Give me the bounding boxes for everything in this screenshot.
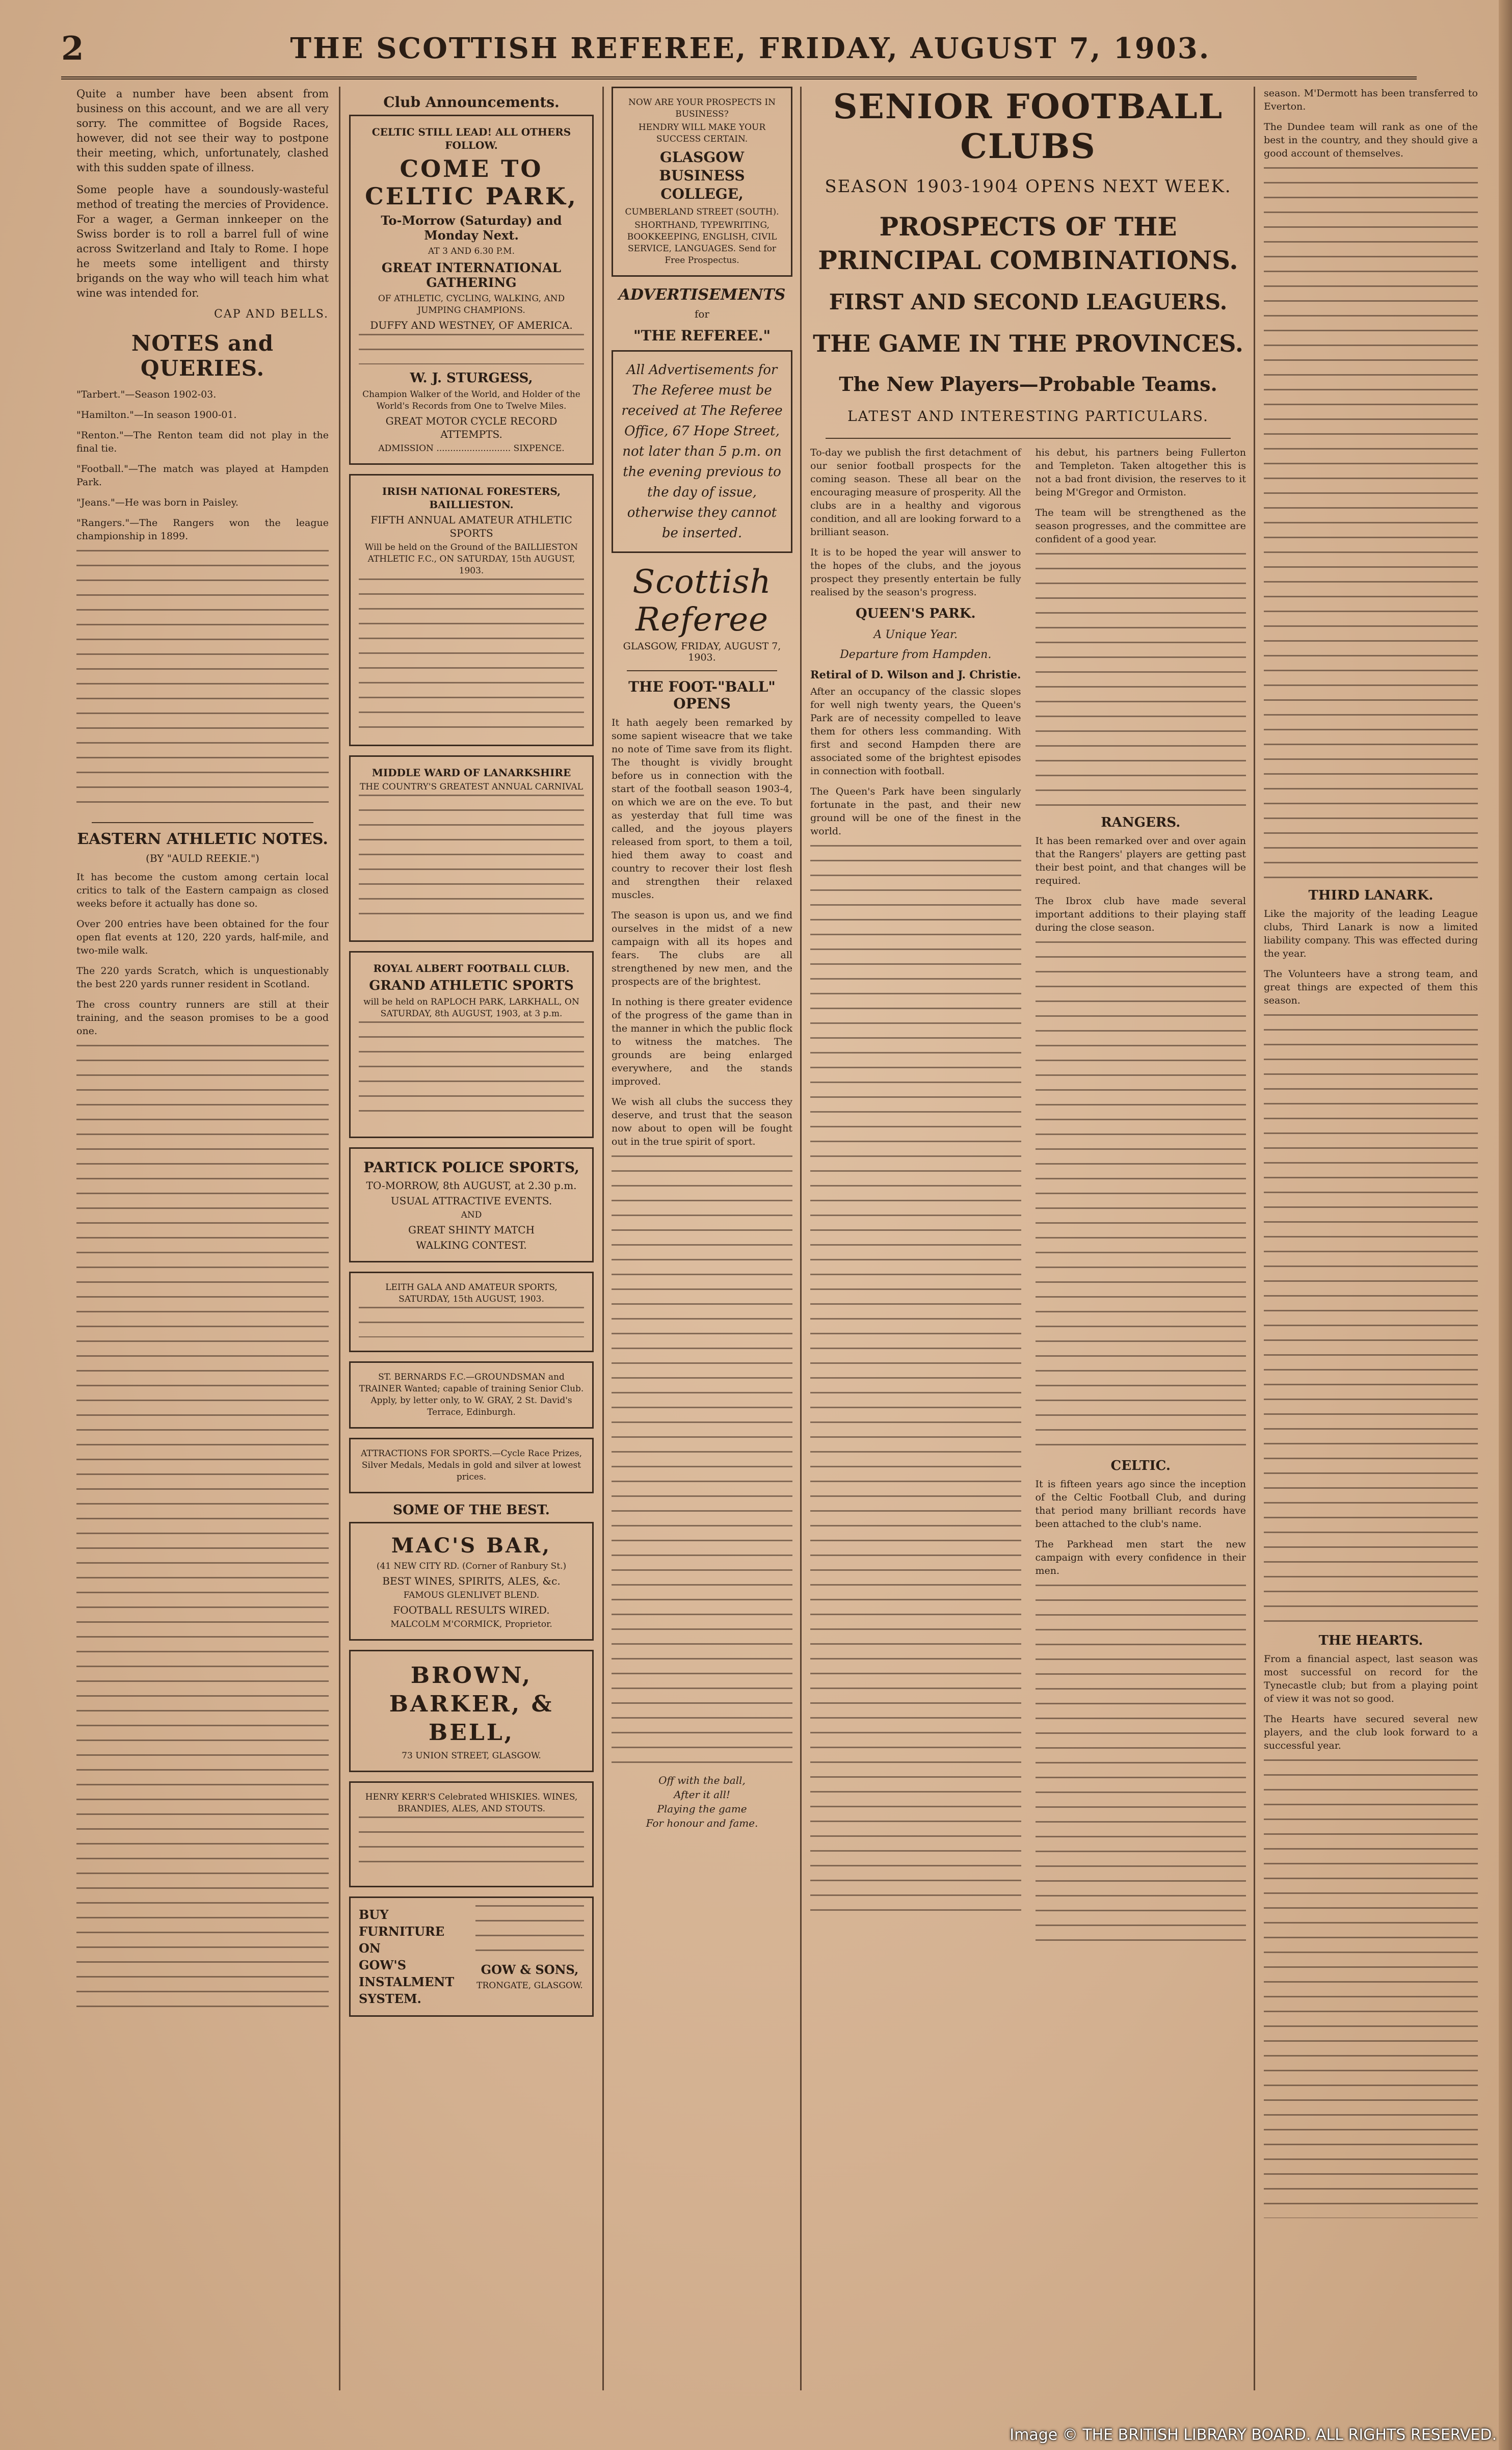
st-bernards-ad (349, 1361, 594, 1429)
kerr-text: HENRY KERR'S Celebrated WHISKIES. WINES, BRANDIES, ALES, AND STOUTS. (365, 1792, 578, 1814)
column-2 (349, 87, 594, 2395)
club-announcements-heading: Club Announcements. (383, 94, 560, 111)
col5-paragraph: The Dundee team will rank as one of the best in the country, and they should give a good account of themselves. (1264, 121, 1478, 159)
athletic-byline: (BY "AULD REEKIE.") (146, 852, 259, 864)
text-block (76, 550, 329, 815)
brown-barker-ad (349, 1650, 594, 1772)
celtic-subtitle: To-Morrow (Saturday) and Monday Next. (381, 213, 562, 243)
partick-date: TO-MORROW, 8th AUGUST, at 2.30 p.m. (366, 1179, 577, 1192)
intro-paragraph: Quite a number have been absent from business on this account, and we are all very sorry. The committee of Bogside Races, however, did not see their way to postpone their meeting, which, unfortunately, clashed with this sudden spate of illness. (76, 88, 329, 174)
leaguers-heading: FIRST AND SECOND LEAGUERS. (829, 289, 1228, 314)
text-block (612, 1155, 792, 1767)
text-block (1264, 167, 1478, 881)
column-4 (810, 87, 1246, 2395)
attractions-ad (349, 1438, 594, 1493)
article-paragraph: In nothing is there greater evidence of the progress of the game than in the manner in which the public flock to witness the matches. The grounds are being enlarged everywhere, and the stands improved. (612, 996, 792, 1087)
poem-line: Playing the game (657, 1803, 747, 1815)
adverts-notice: All Advertisements for The Referee must be received at The Referee Office, 67 Hope Street, not later than 5 p.m. on the evening previous to the day of issue, otherwise they cannot be inserted. (621, 362, 783, 541)
rangers-paragraph: The Ibrox club have made several important additions to their playing staff during the close season. (1035, 895, 1246, 933)
column-rule (1254, 87, 1255, 2390)
partick-also: AND (461, 1210, 482, 1220)
text-block (1264, 1759, 1478, 2218)
middle-ward-sub: THE COUNTRY'S GREATEST ANNUAL CARNIVAL (359, 782, 583, 792)
divider (826, 438, 1231, 439)
text-block (1036, 941, 1246, 1451)
macs-bar-owner: MALCOLM M'CORMICK, Proprietor. (390, 1619, 552, 1629)
royal-albert-ad (349, 951, 594, 1138)
celtic-event: GREAT INTERNATIONAL GATHERING (381, 260, 562, 290)
col4-paragraph: his debut, his partners being Fullerton and Templeton. Taken altogether this is not a bad front division, the reserves to it being M'Gregor and Ormiston. (1035, 447, 1246, 498)
text-block (359, 1021, 584, 1123)
note-item: "Rangers."—The Rangers won the league championship in 1899. (76, 517, 329, 542)
gow-line: INSTALMENT (359, 1974, 455, 1989)
queens-paragraph: After an occupancy of the classic slopes for well nigh twenty years, the Queen's Park are of necessity compelled to leave them for others less commanding. With first and second Hampden there are associated some of the brightest episodes in connection with football. (810, 686, 1021, 777)
divider (627, 670, 777, 671)
col5-paragraph: season. M'Dermott has been transferred to Everton. (1264, 88, 1478, 112)
athletic-paragraph: The 220 yards Scratch, which is unquestionably the best 220 yards runner resident in Scotland. (76, 965, 329, 990)
macs-bar-ad (349, 1522, 594, 1641)
column-3 (612, 87, 792, 2395)
text-block (1264, 1014, 1478, 1626)
foresters-title: IRISH NATIONAL FORESTERS, BAILLIESTON. (382, 485, 561, 511)
celtic-names: DUFFY AND WESTNEY, OF AMERICA. (370, 319, 573, 331)
macs-bar-title: MAC'S BAR, (391, 1534, 552, 1558)
notes-heading: NOTES and QUERIES. (131, 331, 274, 381)
text-block (76, 1045, 329, 2013)
new-players-heading: The New Players—Probable Teams. (839, 373, 1217, 396)
leith-text: LEITH GALA AND AMATEUR SPORTS, SATURDAY, 15th AUGUST, 1903. (385, 1282, 558, 1304)
adverts-notice-box (612, 350, 792, 553)
note-item: "Football."—The match was played at Hampden Park. (76, 463, 329, 488)
brown-barker-address: 73 UNION STREET, GLASGOW. (402, 1751, 541, 1761)
text-block (359, 1816, 584, 1873)
col4-body (810, 446, 1246, 1947)
adverts-heading: ADVERTISEMENTS (618, 286, 786, 304)
text-block (1036, 1585, 1246, 1941)
middle-ward-title: MIDDLE WARD OF LANARKSHIRE (372, 767, 571, 779)
page-spine (1499, 0, 1512, 2450)
text-block (359, 795, 584, 927)
celtic-sturgess: W. J. STURGESS, (410, 371, 533, 386)
business-college-ad (612, 87, 792, 277)
third-lanark-paragraph: Like the majority of the leading League clubs, Third Lanark is now a limited liability company. This was effected during the year. (1264, 908, 1478, 959)
season-line: SEASON 1903-1904 OPENS NEXT WEEK. (825, 176, 1232, 197)
partick-shinty: GREAT SHINTY MATCH (408, 1224, 535, 1236)
celtic-banner: CELTIC STILL LEAD! ALL OTHERS FOLLOW. (372, 126, 571, 151)
intro-paragraph: Some people have a soundously-wasteful method of treating the mercies of Providence. For a wager, a German innkeeper on the Swiss border is to roll a barrel full of wine across Switzerland and Italy to Rome. I hope he meets some intelligent and thirsty brigands on the way who will teach him what wine was intended for. (76, 183, 329, 299)
adverts-for: for (694, 308, 709, 320)
macs-bar-line: FAMOUS GLENLIVET BLEND. (403, 1590, 540, 1600)
prospects-heading: PROSPECTS OF THE PRINCIPAL COMBINATIONS. (818, 212, 1238, 275)
rangers-heading: RANGERS. (1101, 815, 1181, 830)
queens-paragraph: The Queen's Park have been singularly fortunate in the past, and their new ground will be one of the finest in the world. (810, 786, 1021, 837)
college-line: NOW ARE YOUR PROSPECTS IN BUSINESS? (628, 97, 776, 119)
leith-ad (349, 1272, 594, 1352)
gow-line: ON (359, 1941, 381, 1956)
image-credit: Image © THE BRITISH LIBRARY BOARD. ALL RIGHTS RESERVED. (1010, 2426, 1497, 2444)
celtic-cycle: GREAT MOTOR CYCLE RECORD ATTEMPTS. (385, 415, 558, 440)
royal-albert-title: ROYAL ALBERT FOOTBALL CLUB. (373, 962, 570, 974)
article-paragraph: The season is upon us, and we find ourselves in the midst of a new campaign with all its hopes and fears. The clubs are all strengthened by new men, and the prospects are of the brightest. (612, 910, 792, 987)
col4-left (810, 446, 1021, 1947)
col4-right (1036, 446, 1246, 1947)
text-block (475, 1905, 584, 1956)
latest-heading: LATEST AND INTERESTING PARTICULARS. (847, 408, 1209, 425)
text-block (810, 845, 1021, 1915)
provinces-heading: THE GAME IN THE PROVINCES. (813, 330, 1243, 357)
college-detail: SHORTHAND, TYPEWRITING, BOOKKEEPING, ENGLISH, CIVIL SERVICE, LANGUAGES. Send for Free Prospectus. (627, 220, 777, 266)
celtic-title: COME TO CELTIC PARK, (365, 155, 578, 210)
gow-line: GOW'S (359, 1958, 407, 1972)
kerr-ad (349, 1781, 594, 1887)
gow-title: GOW & SONS, (481, 1962, 579, 1977)
celtic-park-ad (349, 115, 594, 465)
royal-albert-sub: GRAND ATHLETIC SPORTS (369, 978, 574, 993)
article-paragraph: We wish all clubs the success they deserve, and trust that the season now about to open will be fought out in the true spirit of sport. (612, 1096, 792, 1147)
gow-sub: TRONGATE, GLASGOW. (476, 1981, 583, 1991)
celtic-sturgess-sub: Champion Walker of the World, and Holder of the World's Records from One to Twelve Miles. (362, 389, 580, 411)
poem-line: Off with the ball, (658, 1774, 746, 1786)
text-block (359, 334, 584, 364)
macs-bar-line: BEST WINES, SPIRITS, ALES, &c. (382, 1575, 561, 1587)
senior-clubs-title: SENIOR FOOTBALL CLUBS (833, 87, 1224, 166)
paper-logo: Scottish Referee (632, 563, 772, 639)
text-block (359, 578, 584, 731)
note-item: "Tarbert."—Season 1902-03. (76, 389, 217, 400)
page-title: THE SCOTTISH REFEREE, FRIDAY, AUGUST 7, 1903. (290, 32, 1211, 65)
column-5 (1264, 87, 1478, 2395)
celtic-paragraph: The Parkhead men start the new campaign with every confidence in their men. (1035, 1539, 1246, 1576)
column-rule (602, 87, 604, 2390)
rangers-paragraph: It has been remarked over and over again that the Rangers' players are getting past their best point, and that changes will be required. (1035, 835, 1246, 886)
col4-paragraph: The team will be strengthened as the season progresses, and the committee are confident of a good year. (1035, 507, 1246, 545)
athletic-paragraph: It has become the custom among certain local critics to talk of the Eastern campaign as closed weeks before it actually has done so. (76, 872, 329, 909)
column-rule (800, 87, 802, 2390)
celtic-admission: ADMISSION ........................... SIXPENCE. (378, 443, 565, 454)
queens-sub: Retiral of D. Wilson and J. Christie. (810, 668, 1021, 681)
macs-bar-address: (41 NEW CITY RD. (Corner of Ranbury St.) (376, 1561, 567, 1571)
athletic-paragraph: Over 200 entries have been obtained for the four open flat events at 120, 220 yards, half-mile, and two-mile walk. (76, 918, 329, 956)
foresters-sub: FIFTH ANNUAL AMATEUR ATHLETIC SPORTS (370, 514, 572, 539)
article-paragraph: It hath aegely been remarked by some sapient wiseacre that we take no note of Time save from its flight. The thought is vividly brought before us in connection with the start of the football season 1903-4, on which we are on the eve. To but as yesterday that full time was called, and the joyous players released from sport, to them a toil, hied them away to coast and country to recover their lost flesh and strengthen their relaxed muscles. (612, 717, 792, 901)
note-item: "Renton."—The Renton team did not play in the final tie. (76, 430, 329, 454)
queens-sub: Departure from Hampden. (840, 648, 992, 661)
divider (92, 822, 313, 823)
third-lanark-paragraph: The Volunteers have a strong team, and great things are expected of them this season. (1264, 968, 1478, 1006)
middle-ward-ad (349, 755, 594, 942)
celtic-heading: CELTIC. (1110, 1458, 1171, 1473)
some-of-the-best: SOME OF THE BEST. (393, 1503, 550, 1518)
foresters-detail: Will be held on the Ground of the BAILLIESTON ATHLETIC F.C., ON SATURDAY, 15th AUGUST, 1903. (364, 542, 578, 576)
page-number: 2 (61, 29, 84, 68)
queens-sub: A Unique Year. (873, 628, 958, 641)
hearts-paragraph: From a financial aspect, last season was most successful on record for the Tynecastle club; but from a playing point of view it was not so good. (1264, 1653, 1478, 1704)
college-title: GLASGOW BUSINESS COLLEGE, (659, 149, 745, 202)
st-bernards-text: ST. BERNARDS F.C.—GROUNDSMAN and TRAINER Wanted; capable of training Senior Club. Apply, by letter only, to W. GRAY, 2 St. David's Terrace, Edinburgh. (359, 1372, 584, 1417)
macs-bar-line: FOOTBALL RESULTS WIRED. (393, 1604, 550, 1616)
partick-sub: USUAL ATTRACTIVE EVENTS. (390, 1195, 552, 1207)
athletic-heading: EASTERN ATHLETIC NOTES. (77, 830, 328, 848)
athletic-paragraph: The cross country runners are still at their training, and the season promises to be a good one. (76, 999, 329, 1037)
partick-police-ad (349, 1147, 594, 1262)
col4-paragraph: It is to be hoped the year will answer to the hopes of the clubs, and the joyous prospect they presently entertain be fully realised by the season's progress. (810, 547, 1021, 598)
gow-ad (349, 1896, 594, 2017)
article-heading: THE FOOT-"BALL" OPENS (628, 678, 776, 712)
masthead (61, 20, 1417, 80)
col4-paragraph: To-day we publish the first detachment of our senior football prospects for the coming season. These all bear on the encouraging measure of prosperity. All the clubs are in a healthy and vigorous condition, and all are looking forward to a brilliant season. (810, 447, 1021, 538)
hearts-heading: THE HEARTS. (1318, 1633, 1423, 1648)
gow-line: BUY (359, 1907, 389, 1922)
adverts-paper: "THE REFEREE." (633, 327, 771, 344)
queens-heading: QUEEN'S PARK. (855, 606, 976, 621)
royal-albert-detail: will be held on RAPLOCH PARK, LARKHALL, ON SATURDAY, 8th AUGUST, 1903, at 3 p.m. (363, 997, 579, 1019)
college-line: HENDRY WILL MAKE YOUR SUCCESS CERTAIN. (638, 122, 766, 144)
partick-title: PARTICK POLICE SPORTS, (363, 1159, 579, 1176)
celtic-paragraph: It is fifteen years ago since the inception of the Celtic Football Club, and during that period many brilliant records have been attached to the club's name. (1035, 1479, 1246, 1530)
poem-line: For honour and fame. (646, 1817, 758, 1829)
text-block (359, 1307, 584, 1337)
hearts-paragraph: The Hearts have secured several new players, and the club look forward to a successful year. (1264, 1714, 1478, 1751)
foresters-ad (349, 474, 594, 746)
poem (612, 1773, 792, 1830)
poem-line: After it all! (674, 1788, 730, 1801)
college-address: CUMBERLAND STREET (SOUTH). (625, 207, 779, 217)
column-signature: CAP AND BELLS. (214, 308, 329, 321)
gow-line: FURNITURE (359, 1924, 445, 1939)
note-item: "Jeans."—He was born in Paisley. (76, 497, 238, 508)
celtic-event-sub: OF ATHLETIC, CYCLING, WALKING, AND JUMPING CHAMPIONS. (378, 294, 565, 315)
column-1 (76, 87, 329, 2395)
note-item: "Hamilton."—In season 1900-01. (76, 409, 237, 420)
celtic-time: AT 3 AND 6.30 P.M. (428, 246, 515, 256)
column-rule (339, 87, 340, 2390)
gow-line: SYSTEM. (359, 1991, 421, 2006)
partick-walking: WALKING CONTEST. (416, 1239, 527, 1251)
attractions-text: ATTRACTIONS FOR SPORTS.—Cycle Race Prizes, Silver Medals, Medals in gold and silver at lowest prices. (360, 1448, 582, 1482)
text-block (1036, 553, 1246, 808)
brown-barker-title: BROWN, BARKER, & BELL, (389, 1663, 554, 1746)
third-lanark-heading: THIRD LANARK. (1308, 888, 1434, 903)
dateline: GLASGOW, FRIDAY, AUGUST 7, 1903. (623, 641, 781, 663)
